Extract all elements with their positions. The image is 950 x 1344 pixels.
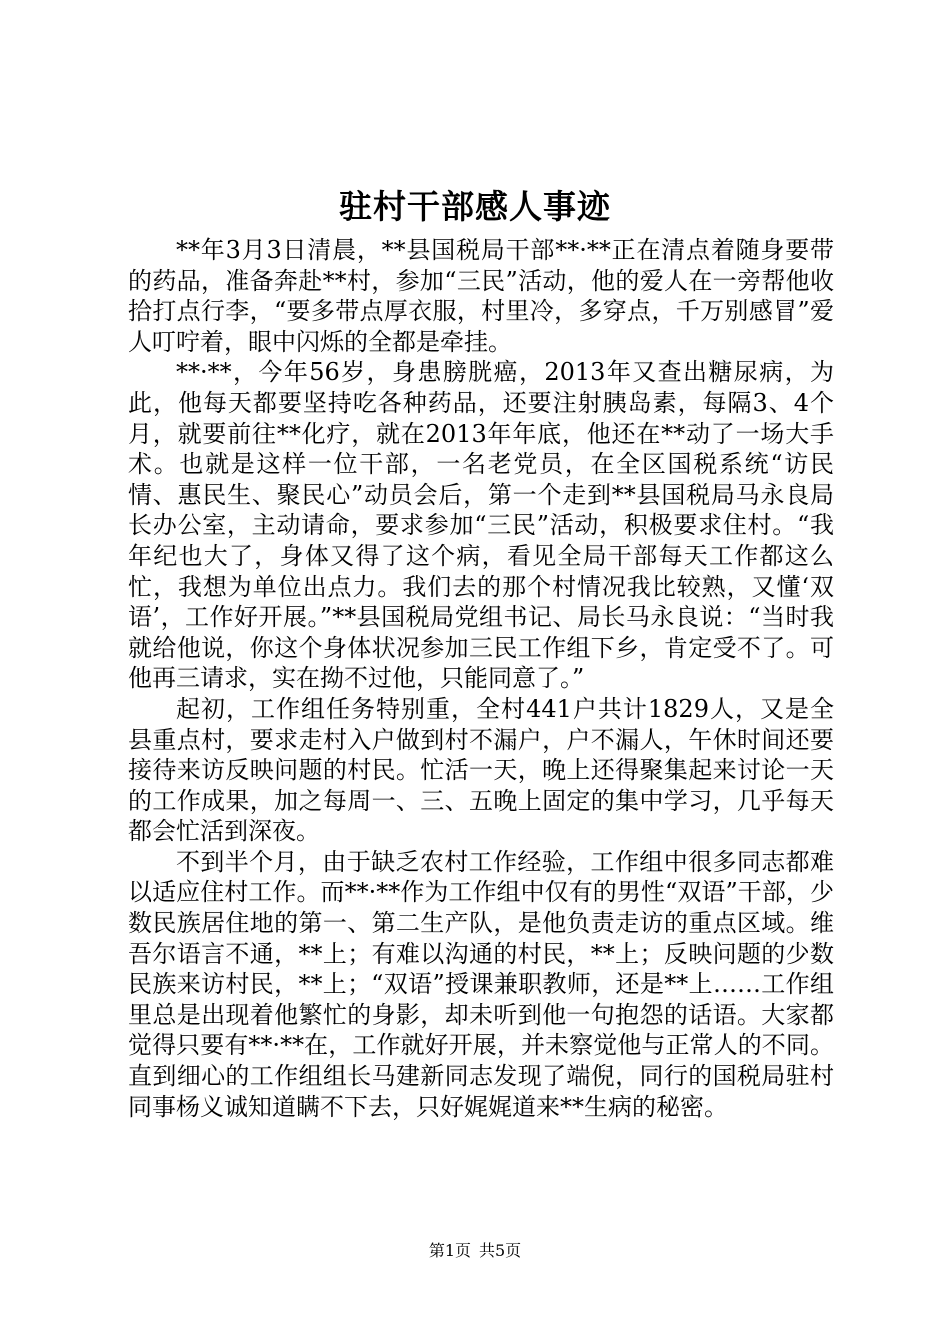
page-number: 第1页 — [428, 1241, 471, 1260]
paragraph-4: 不到半个月，由于缺乏农村工作经验，工作组中很多同志都难以适应住村工作。而**·**作为工作组中仅有的男性“双语”干部，少数民族居住地的第一、第二生产队，是他负责走访的重点区域。维吾尔语言不通，**上；有难以沟通的村民，**上；反映问题的少数民族来访村民，**上；“双语”授课兼职教师，还是**上……工作组里总是出现着他繁忙的身影，却未听到他一句抱怨的话语。大家都觉得只要有**·**在，工作就好开展，并未察觉他与正常人的不同。直到细心的工作组组长马建新同志发现了端倪，同行的国税局驻村同事杨义诚知道瞒不下去，只好娓娓道来**生病的秘密。 — [128, 847, 834, 1121]
page-total: 共5页 — [479, 1241, 522, 1260]
document-body — [128, 235, 834, 1122]
document-title: 驻村干部感人事迹 — [339, 187, 611, 226]
paragraph-2: **·**，今年56岁，身患膀胱癌，2013年又查出糖尿病，为此，他每天都要坚持吃各种药品，还要注射胰岛素，每隔3、4个月，就要前往**化疗，就在2013年年底，他还在**动了一场大手术。也就是这样一位干部，一名老党员，在全区国税系统“访民情、惠民生、聚民心”动员会后，第一个走到**县国税局马永良局长办公室，主动请命，要求参加“三民”活动，积极要求住村。“我年纪也大了，身体又得了这个病，看见全局干部每天工作都这么忙，我想为单位出点力。我们去的那个村情况我比较熟，又懂‘双语’，工作好开展。”**县国税局党组书记、局长马永良说：“当时我就给他说，你这个身体状况参加三民工作组下乡，肯定受不了。可他再三请求，实在拗不过他，只能同意了。” — [128, 358, 834, 693]
page-footer — [0, 1240, 950, 1262]
paragraph-1: **年3月3日清晨，**县国税局干部**·**正在清点着随身要带的药品，准备奔赴**村，参加“三民”活动，他的爱人在一旁帮他收拾打点行李，“要多带点厚衣服，村里冷，多穿点，千万别感冒”爱人叮咛着，眼中闪烁的全都是牵挂。 — [128, 236, 834, 356]
paragraph-3: 起初，工作组任务特别重，全村441户共计1829人，又是全县重点村，要求走村入户做到村不漏户，户不漏人，午休时间还要接待来访反映问题的村民。忙活一天，晚上还得聚集起来讨论一天的工作成果，加之每周一、三、五晚上固定的集中学习，几乎每天都会忙活到深夜。 — [128, 694, 834, 846]
